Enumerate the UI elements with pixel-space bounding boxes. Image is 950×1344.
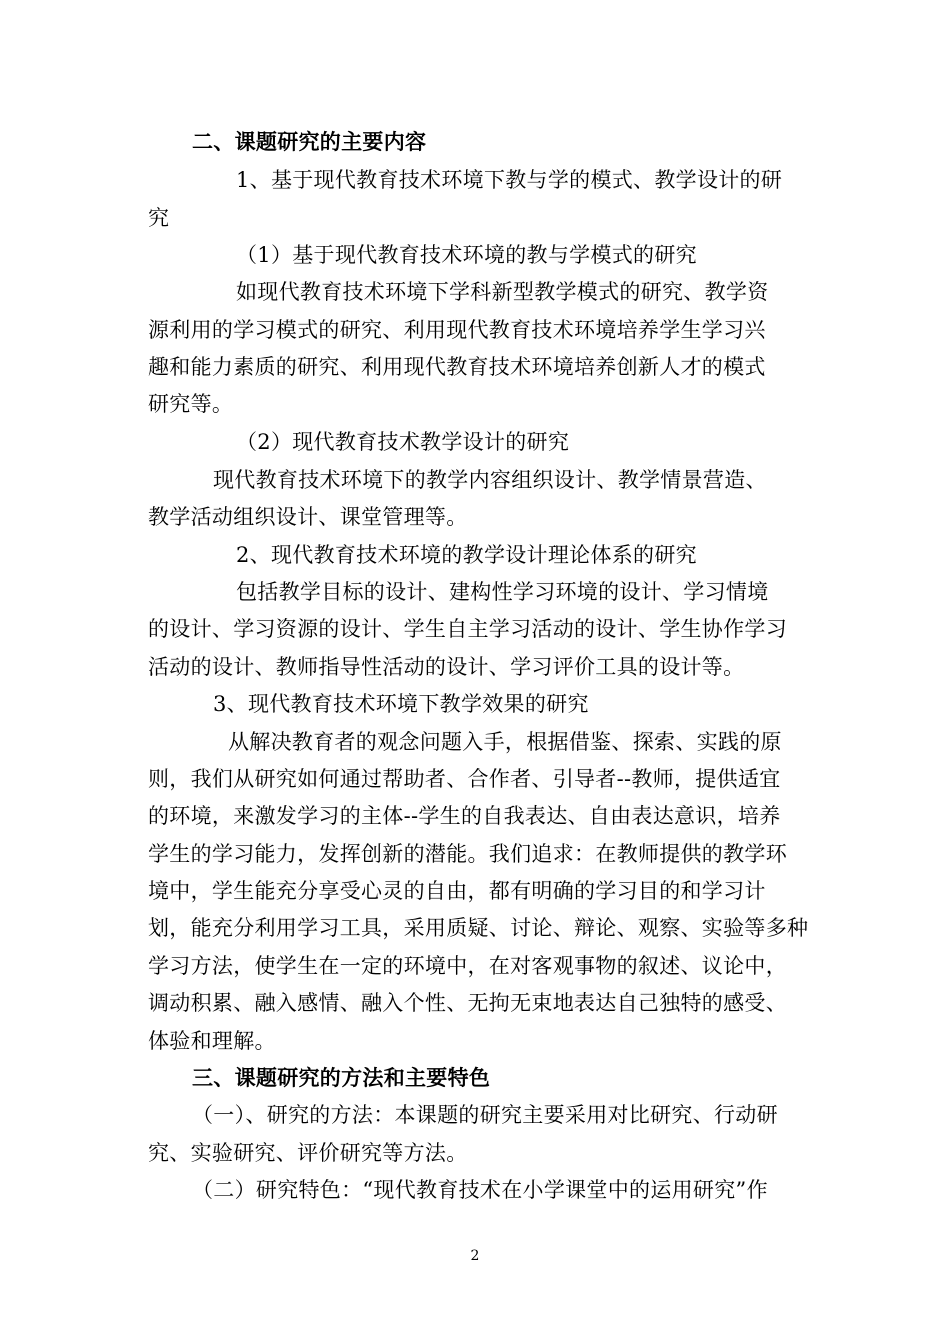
text-line: 从解决教育者的观念问题入手，根据借鉴、探索、实践的原 — [228, 730, 782, 754]
text-line: （一）、研究的方法：本课题的研究主要采用对比研究、行动研 — [192, 1103, 778, 1127]
text-line: 学生的学习能力，发挥创新的潜能。我们追求：在教师提供的教学环 — [148, 842, 787, 866]
subheading-1-1: （1）基于现代教育技术环境的教与学模式的研究 — [236, 243, 697, 267]
text-line: 源利用的学习模式的研究、利用现代教育技术环境培养学生学习兴 — [148, 318, 766, 342]
text-line: （二）研究特色：“现代教育技术在小学课堂中的运用研究”作 — [192, 1178, 768, 1202]
text-line: 则，我们从研究如何通过帮助者、合作者、引导者--教师，提供适宜 — [148, 767, 781, 791]
text-line: 现代教育技术环境下的教学内容组织设计、教学情景营造、 — [213, 468, 767, 492]
subheading-1: 1、基于现代教育技术环境下教与学的模式、教学设计的研 — [236, 168, 783, 192]
page-number: 2 — [470, 1248, 480, 1264]
text-line: 体验和理解。 — [148, 1029, 276, 1053]
subheading-1-2: （2）现代教育技术教学设计的研究 — [236, 430, 570, 454]
text-line: 学习方法，使学生在一定的环境中，在对客观事物的叙述、议论中， — [148, 954, 787, 978]
text-line: 趣和能力素质的研究、利用现代教育技术环境培养创新人才的模式 — [148, 355, 766, 379]
text-line: 教学活动组织设计、课堂管理等。 — [148, 505, 468, 529]
text-line: 划，能充分利用学习工具，采用质疑、讨论、辩论、观察、实验等多种 — [148, 916, 809, 940]
text-line: 研究等。 — [148, 392, 234, 416]
text-line: 调动积累、融入感情、融入个性、无拘无束地表达自己独特的感受、 — [148, 991, 787, 1015]
text-line: 活动的设计、教师指导性活动的设计、学习评价工具的设计等。 — [148, 655, 745, 679]
section-heading-2: 二、课题研究的主要内容 — [192, 129, 427, 154]
text-line: 境中，学生能充分享受心灵的自由，都有明确的学习目的和学习计 — [148, 879, 766, 903]
text-line: 究 — [148, 206, 170, 230]
subheading-2: 2、现代教育技术环境的教学设计理论体系的研究 — [236, 543, 697, 567]
text-line: 如现代教育技术环境下学科新型教学模式的研究、教学资 — [236, 280, 769, 304]
subheading-3: 3、现代教育技术环境下教学效果的研究 — [213, 692, 589, 716]
text-line: 究、实验研究、评价研究等方法。 — [148, 1141, 468, 1165]
text-line: 的环境，来激发学习的主体--学生的自我表达、自由表达意识，培养 — [148, 804, 781, 828]
text-line: 包括教学目标的设计、建构性学习环境的设计、学习情境 — [236, 580, 769, 604]
text-line: 的设计、学习资源的设计、学生自主学习活动的设计、学生协作学习 — [148, 617, 787, 641]
section-heading-3: 三、课题研究的方法和主要特色 — [192, 1065, 491, 1090]
